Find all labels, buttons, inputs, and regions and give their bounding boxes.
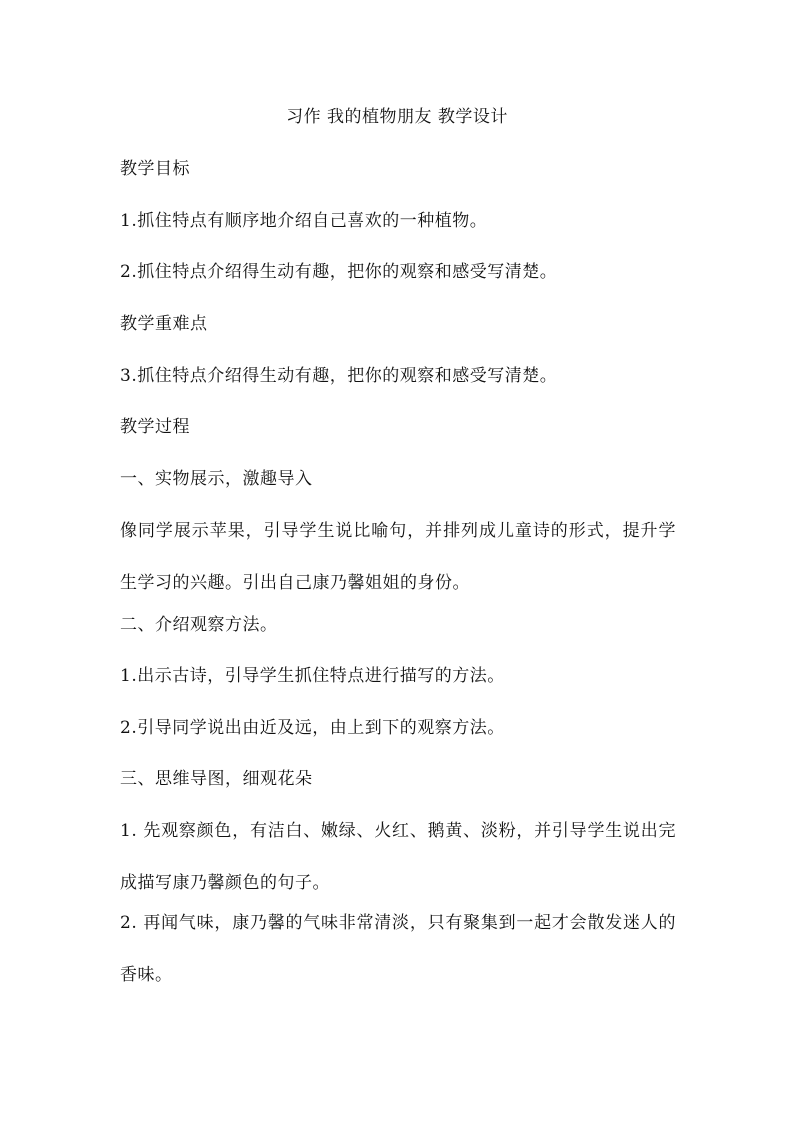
goal-item-1: 1.抓住特点有顺序地介绍自己喜欢的一种植物。 [120, 211, 488, 231]
goal-item-2: 2.抓住特点介绍得生动有趣，把你的观察和感受写清楚。 [120, 262, 558, 282]
section-3-heading: 三、思维导图，细观花朵 [120, 769, 313, 789]
section-2-heading: 二、介绍观察方法。 [120, 615, 278, 635]
goals-heading: 教学目标 [120, 159, 190, 179]
section-1-heading: 一、实物展示，激趣导入 [120, 469, 313, 489]
section-3-item-1: 1. 先观察颜色，有洁白、嫩绿、火红、鹅黄、淡粉，并引导学生说出完成描写康乃馨颜色的句子。 [120, 821, 676, 893]
key-point-item-3: 3.抓住特点介绍得生动有趣，把你的观察和感受写清楚。 [120, 366, 558, 386]
document-title: 习作 我的植物朋友 教学设计 [286, 107, 508, 127]
section-2-item-2: 2.引导同学说出由近及远，由上到下的观察方法。 [120, 718, 505, 738]
key-points-heading: 教学重难点 [120, 314, 208, 334]
section-3-item-2: 2. 再闻气味，康乃馨的气味非常清淡，只有聚集到一起才会散发迷人的香味。 [120, 913, 676, 985]
section-2-item-1: 1.出示古诗，引导学生抓住特点进行描写的方法。 [120, 666, 505, 686]
section-1-body: 像同学展示苹果，引导学生说比喻句，并排列成儿童诗的形式，提升学生学习的兴趣。引出自己康乃馨姐姐的身份。 [120, 521, 676, 593]
process-heading: 教学过程 [120, 417, 190, 437]
